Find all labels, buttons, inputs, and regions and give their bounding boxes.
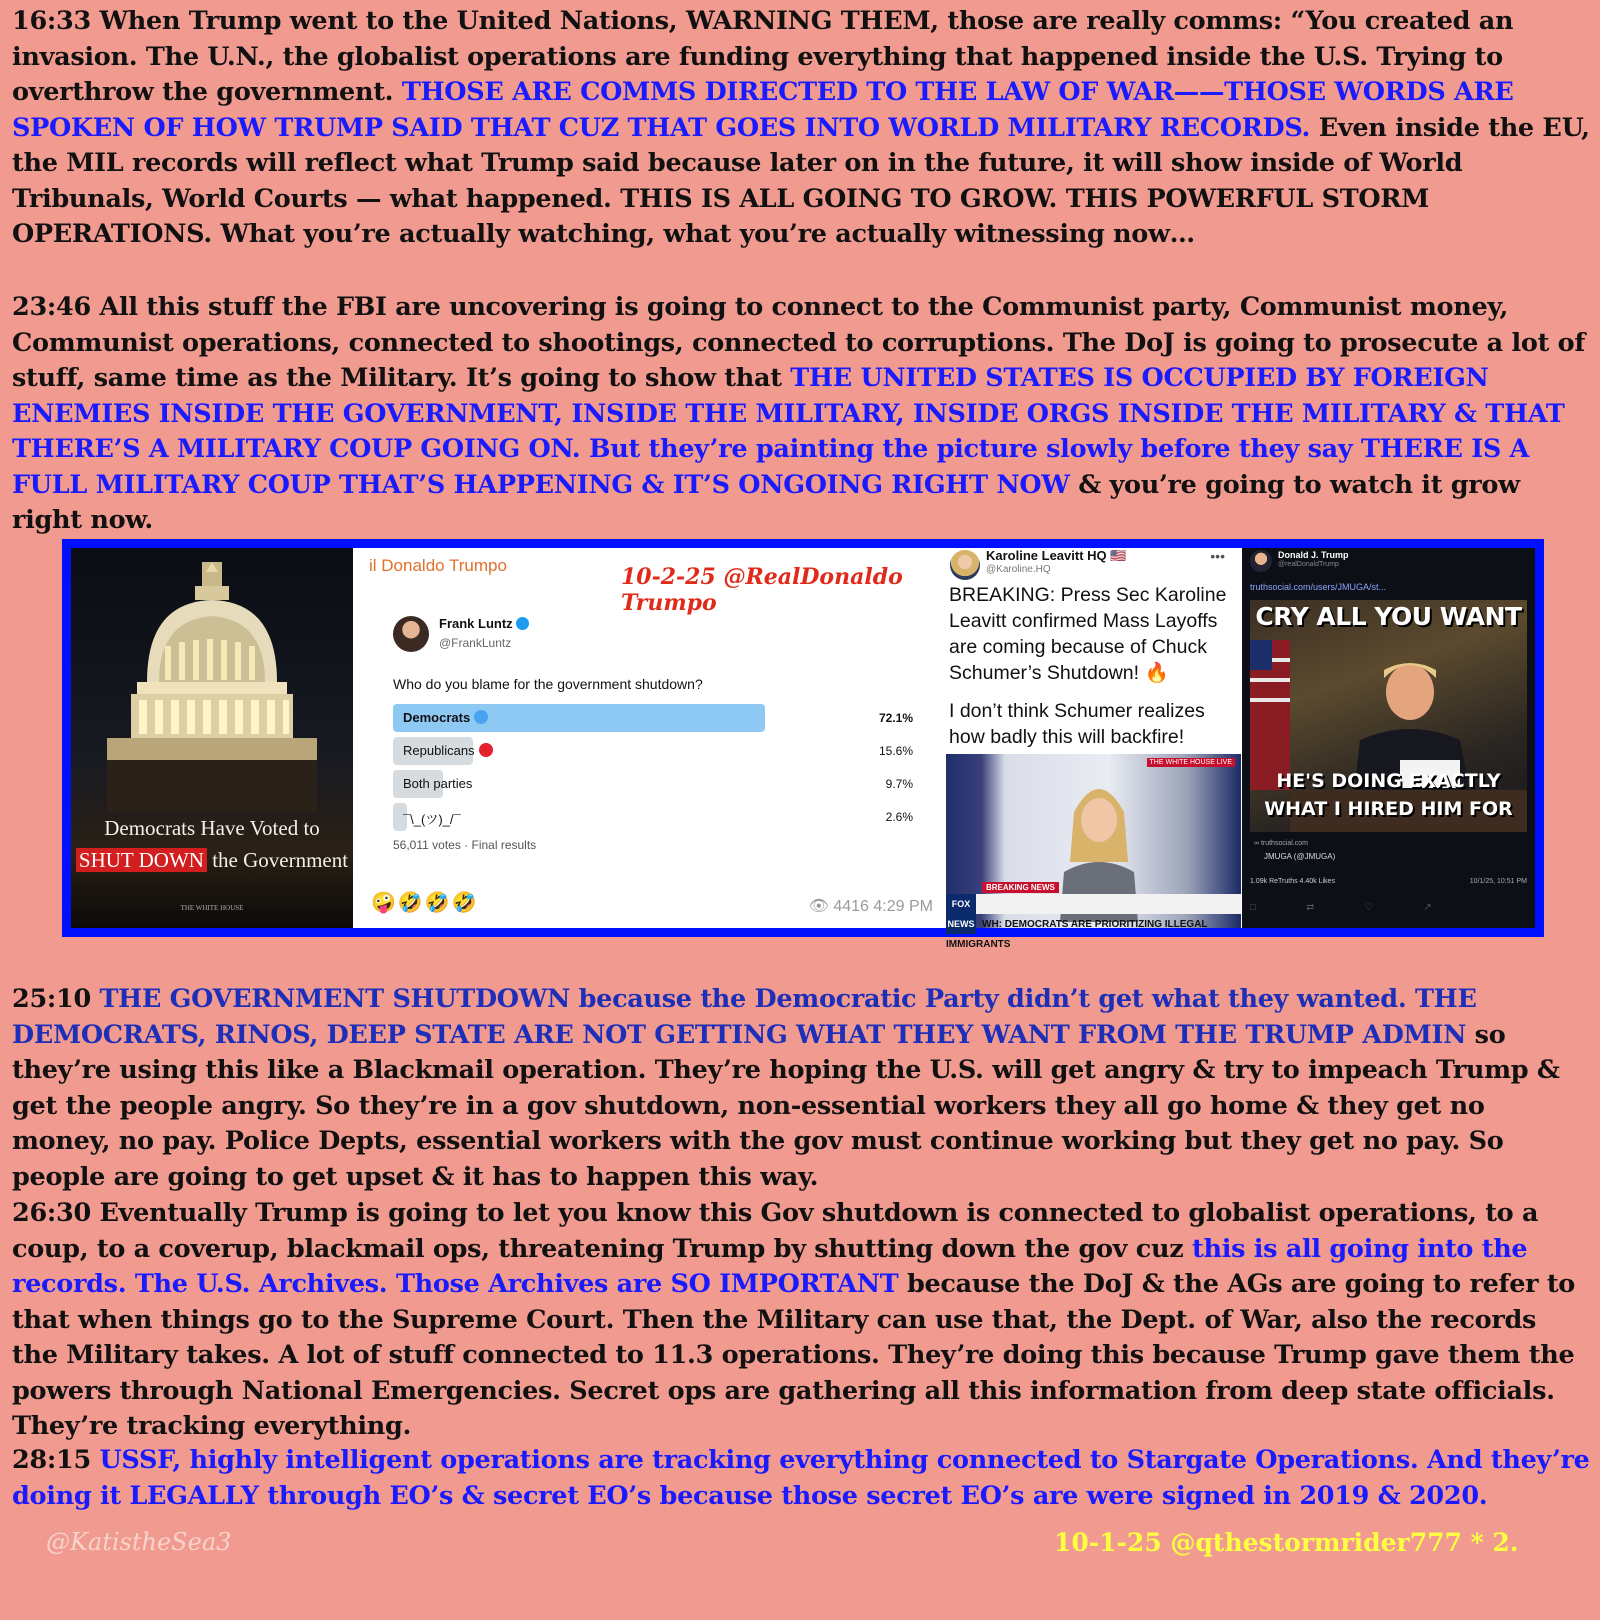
capitol-caption-rest: the Government bbox=[206, 848, 349, 872]
capitol-caption-line1: Democrats Have Voted to bbox=[104, 816, 320, 840]
poll-header: il Donaldo Trumpo bbox=[369, 556, 507, 575]
post-time: 4:29 PM bbox=[873, 898, 933, 915]
poll-option-pct: 9.7% bbox=[885, 777, 913, 791]
chyron-text: WH: DEMOCRATS ARE PRIORITIZING ILLEGAL IMMIGRANTS bbox=[946, 919, 1208, 950]
card-account: JMUGA (@JMUGA) bbox=[1264, 852, 1336, 861]
live-tag: THE WHITE HOUSE LIVE bbox=[1147, 758, 1235, 767]
post-author-name: Karoline Leavitt HQ 🇺🇸 bbox=[986, 548, 1127, 563]
post-author-name: Donald J. Trump bbox=[1278, 550, 1349, 560]
capitol-caption-line2 bbox=[71, 848, 353, 873]
paragraph-28-15 bbox=[12, 1443, 1590, 1514]
author-handle: @FrankLuntz bbox=[439, 636, 512, 650]
red-dot-icon bbox=[479, 743, 493, 757]
post-timestamp: 10/1/25, 10:51 PM bbox=[1469, 878, 1527, 885]
eye-icon: 👁 bbox=[808, 898, 829, 915]
text: Eventually Trump is going to let you know this Gov shutdown is connected to globalist operations, to a coup, to a coverup, blackmail ops, threatening Trump by shutting down the gov cuz bbox=[12, 1198, 1539, 1264]
more-options-icon[interactable]: ••• bbox=[1210, 548, 1225, 564]
capitol-dome-icon bbox=[107, 562, 317, 812]
press-briefing-photo bbox=[946, 754, 1241, 950]
meme-image bbox=[1250, 600, 1527, 832]
timestamp: 28:15 bbox=[12, 1445, 91, 1475]
poll-option-label bbox=[403, 710, 488, 725]
poll-date-tag: 10-2-25 @RealDonaldo Trumpo bbox=[621, 564, 903, 616]
card-url-text: truthsocial.com bbox=[1260, 840, 1309, 847]
avatar bbox=[393, 616, 429, 652]
avatar bbox=[1250, 550, 1272, 572]
post-author-handle: @Karoline.HQ bbox=[986, 564, 1051, 575]
text: Even inside the EU, the MIL records will reflect what Trump said because later on in the future, it will show inside of World Tribunals, World Courts — what happened. THIS IS ALL GOING TO GROW. THIS POWERFUL STORM OPERATIONS. What you’re actually watching, what you’re actually witnessing now… bbox=[12, 112, 1590, 249]
like-icon[interactable]: ♡ bbox=[1364, 902, 1424, 913]
verified-icon bbox=[516, 617, 529, 630]
option-text: Republicans bbox=[403, 743, 475, 758]
paragraph-23-46 bbox=[12, 290, 1590, 539]
news-chyron bbox=[946, 894, 1241, 950]
author-name: Frank Luntz bbox=[439, 616, 513, 631]
author-signature: @KatistheSea3 bbox=[46, 1528, 232, 1556]
fox-news-logo: FOX NEWS bbox=[946, 894, 976, 934]
poll-option-pct: 2.6% bbox=[885, 810, 913, 824]
timestamp: 26:30 bbox=[12, 1198, 91, 1228]
highlighted-text: this is all going into the records. The U.S. Archives. Those Archives are SO IMPORTANT bbox=[12, 1233, 1528, 1299]
poll-option-label: ¯\_(ツ)_/¯ bbox=[403, 812, 461, 827]
leavitt-post bbox=[946, 548, 1241, 950]
timestamp: 23:46 bbox=[12, 292, 91, 322]
highlighted-text: USSF, highly intelligent operations are tracking everything connected to Stargate Operations. And they’re doing it LEGALLY through EO’s & secret EO’s because those secret EO’s are were signed in 2019 & 2020. bbox=[12, 1445, 1590, 1511]
post-stats: 1.09k ReTruths 4.40k Likes bbox=[1250, 878, 1335, 885]
poll-question: Who do you blame for the government shutdown? bbox=[393, 676, 703, 692]
paragraph-25-10 bbox=[12, 982, 1590, 1195]
image-collage bbox=[62, 539, 1544, 950]
paragraph-26-30 bbox=[12, 1196, 1590, 1445]
poll-option bbox=[393, 704, 913, 732]
meme-top-text: CRY ALL YOU WANT bbox=[1255, 602, 1522, 631]
views-count bbox=[809, 896, 933, 916]
poll-option-label bbox=[403, 743, 493, 758]
laughing-emoji-icon: 🤪🤣🤣🤣 bbox=[371, 892, 479, 914]
poll-option-pct: 15.6% bbox=[878, 744, 913, 758]
poll-option bbox=[393, 737, 913, 765]
avatar bbox=[950, 550, 980, 580]
poll-author bbox=[439, 616, 529, 631]
poll-option bbox=[393, 803, 913, 831]
post-actions bbox=[1250, 902, 1527, 913]
link-icon: ∞ bbox=[1254, 840, 1261, 847]
highlighted-text: THOSE ARE COMMS DIRECTED TO THE LAW OF WAR——THOSE WORDS ARE SPOKEN OF HOW TRUMP SAID THAT CUZ THAT GOES INTO WORLD MILITARY RECORDS. bbox=[12, 77, 1514, 143]
poll-option bbox=[393, 770, 913, 798]
source-credit: 10-1-25 @qthestormrider777 * 2. bbox=[1054, 1528, 1519, 1557]
post-link[interactable]: truthsocial.com/users/JMUGA/st... bbox=[1250, 582, 1387, 592]
text: because the DoJ & the AGs are going to refer to that when things go to the Supreme Court. Then the Military can use that, the Dept. of War, also the records the Military takes. A lot of stuff connected to 11.3 operations. They’re doing this because Trump gave them the powers through National Emergencies. Secret ops are gathering all this information from deep state officials. They’re tracking everything. bbox=[12, 1269, 1576, 1441]
reply-icon[interactable]: □ bbox=[1250, 902, 1307, 913]
white-house-mark: THE WHITE HOUSE bbox=[180, 904, 244, 912]
retruth-icon[interactable]: ⇄ bbox=[1306, 902, 1365, 913]
truth-social-post bbox=[1242, 548, 1535, 928]
poll-option-label: Both parties bbox=[403, 776, 473, 791]
text: When Trump went to the United Nations, WARNING THEM, those are really comms: “You created an invasion. The U.N., the globalist operations are funding everything that happened inside the U.S. Trying to overthrow the government. bbox=[12, 6, 1514, 107]
meme-bottom-text: HE'S DOING EXACTLY bbox=[1276, 770, 1501, 792]
option-text: Democrats bbox=[403, 710, 471, 725]
poll-screenshot bbox=[353, 548, 945, 928]
highlighted-text: THE GOVERNMENT SHUTDOWN because the Democratic Party didn’t get what they wanted. THE DEMOCRATS, RINOS, DEEP STATE ARE NOT GETTING WHAT THEY WANT FROM THE TRUMP ADMIN bbox=[12, 984, 1477, 1050]
share-icon[interactable]: ↗ bbox=[1423, 902, 1482, 913]
timestamp: 16:33 bbox=[12, 6, 91, 36]
highlighted-text: THE UNITED STATES IS OCCUPIED BY FOREIGN ENEMIES INSIDE THE GOVERNMENT, INSIDE THE MILITARY, INSIDE ORGS INSIDE THE MILITARY & THAT THERE’S A MILITARY COUP GOING ON. But they’re painting the picture slowly before they say THERE IS A FULL MILITARY COUP THAT’S HAPPENING & IT’S ONGOING RIGHT NOW bbox=[12, 363, 1565, 500]
card-url bbox=[1254, 840, 1308, 847]
post-text: BREAKING: Press Sec Karoline Leavitt confirmed Mass Layoffs are coming because of Chuck Schumer’s Shutdown! 🔥 bbox=[949, 584, 1227, 684]
meme-bottom-text: WHAT I HIRED HIM FOR bbox=[1264, 798, 1513, 820]
post-text: I don’t think Schumer realizes how badly this will backfire! bbox=[949, 700, 1205, 748]
text: All this stuff the FBI are uncovering is going to connect to the Communist party, Communist money, Communist operations, connected to shootings, connected to corruptions. The DoJ is going to prosecute a lot of stuff, same time as the Military. It’s going to show that bbox=[12, 292, 1586, 393]
timestamp: 25:10 bbox=[12, 984, 91, 1014]
poll-votes: 56,011 votes · Final results bbox=[393, 838, 537, 852]
text: so they’re using this like a Blackmail operation. They’re hoping the U.S. will get angry & try to impeach Trump & get the people angry. So they’re in a gov shutdown, non-essential workers they all go home & they get no money, no pay. Police Depts, essential workers with the gov must continue working but they get no pay. So people are going to get upset & it has to happen this way. bbox=[12, 1019, 1560, 1192]
poll-option-pct: 72.1% bbox=[878, 711, 913, 725]
views-number: 4416 bbox=[833, 898, 869, 915]
blue-dot-icon bbox=[474, 710, 488, 724]
capitol-image bbox=[71, 548, 353, 928]
paragraph-16-33 bbox=[12, 4, 1590, 253]
text: & you’re going to watch it grow right now. bbox=[12, 469, 1520, 535]
shut-down-highlight: SHUT DOWN bbox=[76, 848, 207, 872]
breaking-news-tag: BREAKING NEWS bbox=[982, 882, 1059, 893]
post-author-handle: @realDonaldTrump bbox=[1278, 561, 1339, 568]
